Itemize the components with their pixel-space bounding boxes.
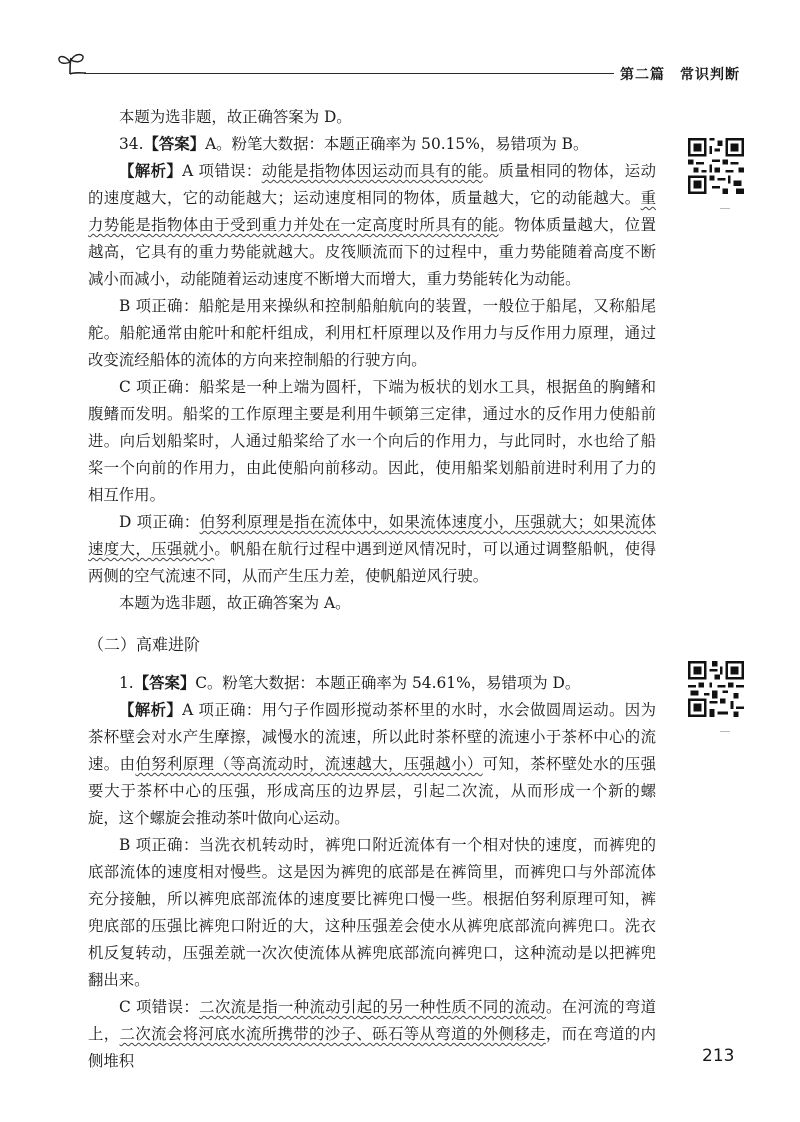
underlined-text: 二次流是指一种流动引起的另一种性质不同的流动 [199,998,546,1016]
paragraph: C 项正确：船桨是一种上端为圆杆，下端为板状的划水工具，根据鱼的胸鳍和腹鳍而发明。船桨的工作原理主要是利用牛顿第三定律，通过水的反作用力使船前进。向后划船桨时，人通过船桨给了水一个向后的作用力，与此同时，水也给了船桨一个向前的作用力，由此使船向前移动。因此，使用船桨划船前进时利用了力的相互作用。 [88,378,656,504]
underlined-text: 伯努利原理（等高流动时，流速越大，压强越小） [135,755,483,773]
text-run: A 项错误： [182,162,262,180]
underlined-text: 二次流会将河底水流所携带的沙子、砾石等从弯道的外侧移走 [119,1025,546,1043]
text-run: C 项错误： [119,998,200,1016]
answer-text: C。粉笔大数据：本题正确率为 54.61%，易错项为 D。 [195,674,581,692]
underlined-text: 伯努利原理是指在流体中，如果流体速度小，压强就大；如果流体速度大，压强就小 [88,513,656,558]
answer-label: 【答案】 [133,674,196,692]
paragraph: 本题为选非题，故正确答案为 D。 [119,108,352,126]
text-run: 可知，茶杯壁处水的压强要大于茶杯中心的压强，形成高压的边界层，引起二次流，从而形成一个新的螺旋，这个螺旋会推动茶叶做向心运动。 [88,755,656,827]
question-number: 34. [119,135,144,153]
answer-34 [88,131,656,158]
page-body [88,104,656,1075]
qr-code-icon [688,661,744,717]
question-number: 1. [119,674,134,692]
page-number: 213 [702,1046,735,1066]
text-run: A 项正确：用勺子作圆形搅动茶杯里的水时，水会做圆周运动。因为茶杯壁会对水产生摩擦，减慢水的流速，所以此时茶杯壁的流速小于茶杯中心的流速。由 [88,701,656,773]
answer-text: A。粉笔大数据：本题正确率为 50.15%，易错项为 B。 [205,135,589,153]
text-run: 。质量相同的物体，运动的速度越大，它的动能越大；运动速度相同的物体，质量越大，它的动能越大。 [88,162,656,207]
qr-code-icon [688,138,744,194]
text-run: D 项正确： [119,513,200,531]
analysis-paragraph [88,158,656,293]
paragraph: B 项正确：当洗衣机转动时，裤兜口附近流体有一个相对快的速度，而裤兜的底部流体的速度相对慢些。这是因为裤兜的底部是在裤筒里，而裤兜口与外部流体充分接触，所以裤兜底部流体的速度要比裤兜口慢一些。根据伯努利原理可知，裤兜底部的压强比裤兜口附近的大，这种压强差会使水从裤兜底部流向裤兜口。洗衣机反复转动，压强差就一次次使流体从裤兜底部流向裤兜口，这种流动是以把裤兜翻出来。 [88,836,656,989]
text-run: ，而在弯道的内侧堆积 [88,1025,656,1070]
underlined-text: 重力势能是指物体由于受到重力并处在一定高度时所具有的能 [88,189,656,234]
margin-mark [720,731,730,732]
text-run: 。物体质量越大，位置越高，它具有的重力势能就越大。皮筏顺流而下的过程中，重力势能随着高度不断减小而减小，动能随着运动速度不断增大而增大，重力势能转化为动能。 [88,216,656,288]
header-rule [84,73,614,74]
analysis-label: 【解析】 [119,701,183,719]
section-heading: （二）高难进阶 [88,635,201,654]
text-run: 。帆船在航行过程中遇到逆风情况时，可以通过调整船帆，使得两侧的空气流速不同，从而产生压力差，使帆船逆风行驶。 [88,540,656,585]
answer-1 [88,670,656,697]
margin-mark [720,208,730,209]
analysis-paragraph [88,697,656,832]
section-header: 第二篇 常识判断 [620,67,740,83]
paragraph [88,509,656,590]
sprout-logo-icon [56,50,86,76]
paragraph: B 项正确：船舵是用来操纵和控制船舶航向的装置，一般位于船尾，又称船尾舵。船舵通常由舵叶和舵杆组成，利用杠杆原理以及作用力与反作用力原理，通过改变流经船体的流体的方向来控制船的行驶方向。 [88,297,656,369]
underlined-text: 动能是指物体因运动而具有的能 [261,162,483,180]
paragraph: 本题为选非题，故正确答案为 A。 [119,594,351,612]
paragraph [88,994,656,1075]
text-run: 。在河流的弯道上， [88,998,656,1043]
analysis-label: 【解析】 [119,162,183,180]
answer-label: 【答案】 [143,135,206,153]
